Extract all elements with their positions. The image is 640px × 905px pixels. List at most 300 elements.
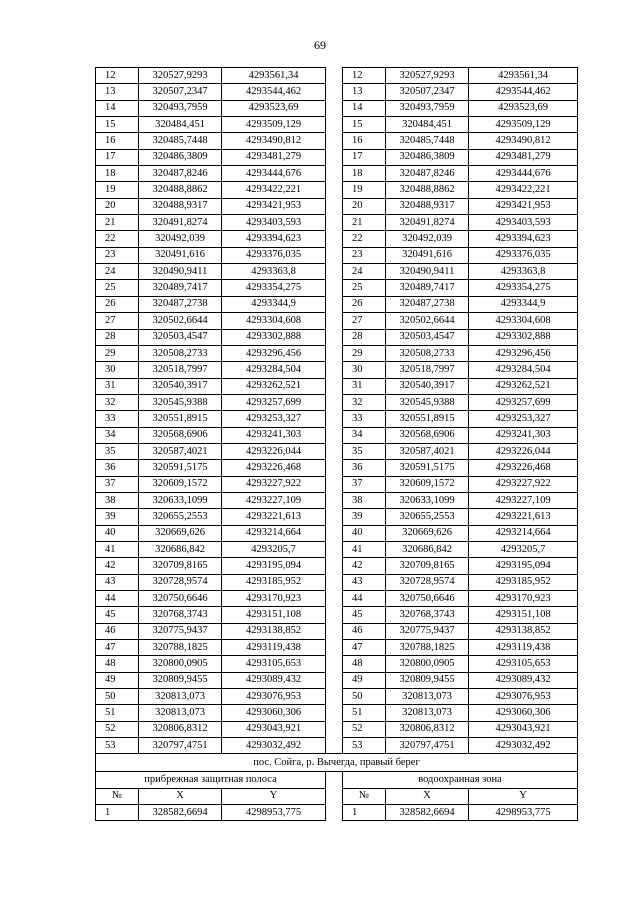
right-point-number: 30: [343, 362, 386, 378]
left-x-value: 320788,1825: [139, 640, 222, 656]
left-point-number: 18: [96, 166, 139, 182]
right-y-value: 4293151,108: [469, 607, 578, 623]
table-row: [96, 509, 578, 525]
right-point-number: 1: [343, 805, 386, 821]
left-y-value: 4293227,109: [222, 492, 326, 508]
right-x-value: 320686,842: [386, 541, 469, 557]
left-x-value: 320487,8246: [139, 166, 222, 182]
left-point-number: 29: [96, 345, 139, 361]
section-title: пос. Сойга, р. Вычегда, правый берег: [96, 754, 578, 772]
left-point-number: 47: [96, 640, 139, 656]
right-x-value: 320489,7417: [386, 280, 469, 296]
right-y-value: 4293561,34: [469, 68, 578, 84]
left-y-value: 4293481,279: [222, 149, 326, 165]
left-x-value: 320527,9293: [139, 68, 222, 84]
right-point-number: 24: [343, 264, 386, 280]
right-y-value: 4293363,8: [469, 264, 578, 280]
column-gap: [326, 182, 343, 198]
right-point-number: 44: [343, 591, 386, 607]
left-x-value: 328582,6694: [139, 805, 222, 821]
column-gap: [326, 788, 343, 804]
column-gap: [326, 427, 343, 443]
left-point-number: 25: [96, 280, 139, 296]
table-row: [96, 738, 578, 754]
right-point-number: 38: [343, 492, 386, 508]
table-row: [96, 640, 578, 656]
left-x-value: 320633,1099: [139, 492, 222, 508]
column-gap: [326, 100, 343, 116]
left-y-value: 4293032,492: [222, 738, 326, 754]
table-row: [96, 264, 578, 280]
column-gap: [326, 296, 343, 312]
left-point-number: 32: [96, 394, 139, 410]
left-y-value: 4293403,593: [222, 215, 326, 231]
column-gap: [326, 509, 343, 525]
left-point-number: 30: [96, 362, 139, 378]
right-y-value: 4293214,664: [469, 525, 578, 541]
right-y-value: 4293241,303: [469, 427, 578, 443]
table-row: [96, 231, 578, 247]
column-gap: [326, 362, 343, 378]
left-x-value: 320669,626: [139, 525, 222, 541]
right-x-value: 320502,6644: [386, 313, 469, 329]
right-y-value: 4293226,468: [469, 460, 578, 476]
table-row: [96, 345, 578, 361]
left-y-value: 4293221,613: [222, 509, 326, 525]
right-y-value: 4293257,699: [469, 394, 578, 410]
column-gap: [326, 640, 343, 656]
right-y-value: 4293195,094: [469, 558, 578, 574]
right-y-value: 4293422,221: [469, 182, 578, 198]
table-row: [96, 623, 578, 639]
column-gap: [326, 313, 343, 329]
right-point-number: 31: [343, 378, 386, 394]
right-point-number: 53: [343, 738, 386, 754]
right-x-value: 320800,0905: [386, 656, 469, 672]
left-x-value: 320775,9437: [139, 623, 222, 639]
left-x-value: 320518,7997: [139, 362, 222, 378]
right-x-value: 320709,8165: [386, 558, 469, 574]
right-col-x-header: X: [386, 788, 469, 804]
left-y-value: 4293226,044: [222, 443, 326, 459]
left-point-number: 33: [96, 411, 139, 427]
left-x-value: 320491,616: [139, 247, 222, 263]
left-x-value: 320545,9388: [139, 394, 222, 410]
right-y-value: 4293394,623: [469, 231, 578, 247]
right-y-value: 4293119,438: [469, 640, 578, 656]
right-x-value: 320750,6646: [386, 591, 469, 607]
left-point-number: 37: [96, 476, 139, 492]
right-point-number: 17: [343, 149, 386, 165]
right-point-number: 51: [343, 705, 386, 721]
left-point-number: 1: [96, 805, 139, 821]
column-gap: [326, 705, 343, 721]
table-body: [96, 68, 578, 754]
table-row: [96, 492, 578, 508]
left-point-number: 51: [96, 705, 139, 721]
column-gap: [326, 805, 343, 821]
left-col-x-header: X: [139, 788, 222, 804]
table-row: [96, 525, 578, 541]
right-y-value: 4293221,613: [469, 509, 578, 525]
right-y-value: 4293403,593: [469, 215, 578, 231]
right-y-value: 4298953,775: [469, 805, 578, 821]
table-row: [96, 672, 578, 688]
left-y-value: 4298953,775: [222, 805, 326, 821]
right-y-value: 4293262,521: [469, 378, 578, 394]
right-y-value: 4293302,888: [469, 329, 578, 345]
left-x-value: 320797,4751: [139, 738, 222, 754]
zone-header-row: [96, 772, 578, 788]
right-y-value: 4293089,432: [469, 672, 578, 688]
right-point-number: 14: [343, 100, 386, 116]
left-y-value: 4293490,812: [222, 133, 326, 149]
right-x-value: 320492,039: [386, 231, 469, 247]
right-point-number: 43: [343, 574, 386, 590]
left-point-number: 45: [96, 607, 139, 623]
table-row: [96, 476, 578, 492]
left-x-value: 320750,6646: [139, 591, 222, 607]
right-point-number: 42: [343, 558, 386, 574]
right-x-value: 320568,6906: [386, 427, 469, 443]
left-x-value: 320502,6644: [139, 313, 222, 329]
column-gap: [326, 525, 343, 541]
table-row: [96, 296, 578, 312]
column-gap: [326, 672, 343, 688]
table-row: [96, 427, 578, 443]
left-x-value: 320489,7417: [139, 280, 222, 296]
column-gap: [326, 215, 343, 231]
table-row: [96, 117, 578, 133]
right-y-value: 4293354,275: [469, 280, 578, 296]
table-row: [96, 541, 578, 557]
left-point-number: 15: [96, 117, 139, 133]
left-x-value: 320487,2738: [139, 296, 222, 312]
left-x-value: 320486,3809: [139, 149, 222, 165]
left-y-value: 4293394,623: [222, 231, 326, 247]
left-point-number: 43: [96, 574, 139, 590]
right-x-value: 320484,451: [386, 117, 469, 133]
right-y-value: 4293170,923: [469, 591, 578, 607]
right-point-number: 47: [343, 640, 386, 656]
left-y-value: 4293060,306: [222, 705, 326, 721]
table-row: [96, 215, 578, 231]
right-y-value: 4293421,953: [469, 198, 578, 214]
right-x-value: 320797,4751: [386, 738, 469, 754]
column-gap: [326, 721, 343, 737]
left-x-value: 320503,4547: [139, 329, 222, 345]
left-x-value: 320508,2733: [139, 345, 222, 361]
table-row: [96, 329, 578, 345]
column-gap: [326, 198, 343, 214]
right-x-value: 320655,2553: [386, 509, 469, 525]
table-row: [96, 182, 578, 198]
column-gap: [326, 623, 343, 639]
left-point-number: 42: [96, 558, 139, 574]
left-point-number: 16: [96, 133, 139, 149]
right-x-value: 320591,5175: [386, 460, 469, 476]
left-x-value: 320813,073: [139, 689, 222, 705]
left-y-value: 4293195,094: [222, 558, 326, 574]
table-row: [96, 100, 578, 116]
right-x-value: 320540,3917: [386, 378, 469, 394]
right-col-num-header: №: [343, 788, 386, 804]
left-point-number: 20: [96, 198, 139, 214]
right-x-value: 320813,073: [386, 705, 469, 721]
right-y-value: 4293444,676: [469, 166, 578, 182]
right-y-value: 4293226,044: [469, 443, 578, 459]
right-point-number: 15: [343, 117, 386, 133]
right-y-value: 4293185,952: [469, 574, 578, 590]
right-x-value: 320487,8246: [386, 166, 469, 182]
left-x-value: 320485,7448: [139, 133, 222, 149]
left-y-value: 4293354,275: [222, 280, 326, 296]
right-point-number: 12: [343, 68, 386, 84]
left-point-number: 12: [96, 68, 139, 84]
left-y-value: 4293509,129: [222, 117, 326, 133]
left-x-value: 320655,2553: [139, 509, 222, 525]
left-x-value: 320587,4021: [139, 443, 222, 459]
right-point-number: 34: [343, 427, 386, 443]
right-point-number: 36: [343, 460, 386, 476]
left-y-value: 4293241,303: [222, 427, 326, 443]
right-x-value: 320508,2733: [386, 345, 469, 361]
section-title-row: [96, 754, 578, 772]
right-y-value: 4293344,9: [469, 296, 578, 312]
right-y-value: 4293481,279: [469, 149, 578, 165]
table-row: [96, 84, 578, 100]
right-x-value: 328582,6694: [386, 805, 469, 821]
column-gap: [326, 247, 343, 263]
right-x-value: 320486,3809: [386, 149, 469, 165]
left-point-number: 53: [96, 738, 139, 754]
right-zone-title: водоохранная зона: [343, 772, 578, 788]
right-point-number: 35: [343, 443, 386, 459]
right-point-number: 49: [343, 672, 386, 688]
right-point-number: 22: [343, 231, 386, 247]
left-x-value: 320488,8862: [139, 182, 222, 198]
left-y-value: 4293043,921: [222, 721, 326, 737]
right-point-number: 21: [343, 215, 386, 231]
left-y-value: 4293296,456: [222, 345, 326, 361]
left-x-value: 320488,9317: [139, 198, 222, 214]
column-gap: [326, 476, 343, 492]
left-point-number: 41: [96, 541, 139, 557]
left-x-value: 320491,8274: [139, 215, 222, 231]
left-y-value: 4293076,953: [222, 689, 326, 705]
right-y-value: 4293105,653: [469, 656, 578, 672]
left-y-value: 4293422,221: [222, 182, 326, 198]
right-y-value: 4293253,327: [469, 411, 578, 427]
left-y-value: 4293344,9: [222, 296, 326, 312]
column-gap: [326, 68, 343, 84]
left-x-value: 320686,842: [139, 541, 222, 557]
left-y-value: 4293089,432: [222, 672, 326, 688]
right-x-value: 320669,626: [386, 525, 469, 541]
right-y-value: 4293032,492: [469, 738, 578, 754]
column-gap: [326, 772, 343, 788]
column-gap: [326, 656, 343, 672]
left-point-number: 26: [96, 296, 139, 312]
right-point-number: 13: [343, 84, 386, 100]
right-point-number: 50: [343, 689, 386, 705]
column-gap: [326, 541, 343, 557]
table-row: [96, 133, 578, 149]
left-x-value: 320728,9574: [139, 574, 222, 590]
right-y-value: 4293376,035: [469, 247, 578, 263]
column-gap: [326, 231, 343, 247]
right-point-number: 26: [343, 296, 386, 312]
left-y-value: 4293421,953: [222, 198, 326, 214]
table-row: [96, 362, 578, 378]
left-point-number: 21: [96, 215, 139, 231]
left-point-number: 17: [96, 149, 139, 165]
left-point-number: 19: [96, 182, 139, 198]
left-point-number: 38: [96, 492, 139, 508]
right-x-value: 320485,7448: [386, 133, 469, 149]
table-row: [96, 705, 578, 721]
right-point-number: 16: [343, 133, 386, 149]
left-x-value: 320809,9455: [139, 672, 222, 688]
column-gap: [326, 166, 343, 182]
column-header-row: [96, 788, 578, 804]
right-point-number: 28: [343, 329, 386, 345]
column-gap: [326, 574, 343, 590]
left-y-value: 4293226,468: [222, 460, 326, 476]
table-row: [96, 68, 578, 84]
right-x-value: 320768,3743: [386, 607, 469, 623]
left-x-value: 320493,7959: [139, 100, 222, 116]
left-x-value: 320490,9411: [139, 264, 222, 280]
left-point-number: 39: [96, 509, 139, 525]
right-point-number: 25: [343, 280, 386, 296]
table-row: [96, 149, 578, 165]
right-x-value: 320587,4021: [386, 443, 469, 459]
left-x-value: 320709,8165: [139, 558, 222, 574]
left-y-value: 4293363,8: [222, 264, 326, 280]
column-gap: [326, 378, 343, 394]
left-y-value: 4293205,7: [222, 541, 326, 557]
column-gap: [326, 394, 343, 410]
left-x-value: 320768,3743: [139, 607, 222, 623]
right-x-value: 320487,2738: [386, 296, 469, 312]
left-point-number: 36: [96, 460, 139, 476]
left-point-number: 40: [96, 525, 139, 541]
table-row: [96, 411, 578, 427]
table-row: [96, 558, 578, 574]
left-point-number: 35: [96, 443, 139, 459]
right-x-value: 320488,8862: [386, 182, 469, 198]
right-x-value: 320518,7997: [386, 362, 469, 378]
table-row: [96, 378, 578, 394]
left-x-value: 320813,073: [139, 705, 222, 721]
right-point-number: 27: [343, 313, 386, 329]
right-x-value: 320503,4547: [386, 329, 469, 345]
right-point-number: 37: [343, 476, 386, 492]
column-gap: [326, 738, 343, 754]
right-y-value: 4293227,922: [469, 476, 578, 492]
right-x-value: 320809,9455: [386, 672, 469, 688]
column-gap: [326, 558, 343, 574]
left-point-number: 34: [96, 427, 139, 443]
column-gap: [326, 264, 343, 280]
column-gap: [326, 411, 343, 427]
table-row: [96, 591, 578, 607]
right-point-number: 23: [343, 247, 386, 263]
right-x-value: 320493,7959: [386, 100, 469, 116]
right-y-value: 4293304,608: [469, 313, 578, 329]
left-point-number: 14: [96, 100, 139, 116]
left-x-value: 320551,8915: [139, 411, 222, 427]
right-y-value: 4293043,921: [469, 721, 578, 737]
right-col-y-header: Y: [469, 788, 578, 804]
left-point-number: 23: [96, 247, 139, 263]
right-x-value: 320490,9411: [386, 264, 469, 280]
right-y-value: 4293227,109: [469, 492, 578, 508]
right-point-number: 20: [343, 198, 386, 214]
table-row: [96, 574, 578, 590]
left-y-value: 4293253,327: [222, 411, 326, 427]
table-row: [96, 247, 578, 263]
left-x-value: 320806,8312: [139, 721, 222, 737]
left-point-number: 13: [96, 84, 139, 100]
right-y-value: 4293523,69: [469, 100, 578, 116]
left-point-number: 31: [96, 378, 139, 394]
page-number: 69: [314, 38, 326, 52]
left-y-value: 4293284,504: [222, 362, 326, 378]
table-row: [96, 394, 578, 410]
table-row: [96, 313, 578, 329]
right-y-value: 4293076,953: [469, 689, 578, 705]
right-y-value: 4293205,7: [469, 541, 578, 557]
left-point-number: 46: [96, 623, 139, 639]
left-y-value: 4293561,34: [222, 68, 326, 84]
left-point-number: 48: [96, 656, 139, 672]
left-y-value: 4293257,699: [222, 394, 326, 410]
left-point-number: 50: [96, 689, 139, 705]
left-y-value: 4293302,888: [222, 329, 326, 345]
column-gap: [326, 443, 343, 459]
left-point-number: 27: [96, 313, 139, 329]
table-row: [96, 805, 578, 821]
left-y-value: 4293376,035: [222, 247, 326, 263]
right-x-value: 320813,073: [386, 689, 469, 705]
right-point-number: 48: [343, 656, 386, 672]
left-y-value: 4293105,653: [222, 656, 326, 672]
right-point-number: 39: [343, 509, 386, 525]
section-body: [96, 754, 578, 821]
right-x-value: 320788,1825: [386, 640, 469, 656]
left-x-value: 320507,2347: [139, 84, 222, 100]
table-row: [96, 721, 578, 737]
column-gap: [326, 149, 343, 165]
table-row: [96, 460, 578, 476]
table-row: [96, 607, 578, 623]
right-point-number: 19: [343, 182, 386, 198]
right-point-number: 40: [343, 525, 386, 541]
left-x-value: 320492,039: [139, 231, 222, 247]
left-y-value: 4293227,922: [222, 476, 326, 492]
right-point-number: 52: [343, 721, 386, 737]
left-y-value: 4293185,952: [222, 574, 326, 590]
right-x-value: 320491,616: [386, 247, 469, 263]
right-point-number: 32: [343, 394, 386, 410]
right-x-value: 320728,9574: [386, 574, 469, 590]
right-point-number: 45: [343, 607, 386, 623]
right-x-value: 320491,8274: [386, 215, 469, 231]
right-y-value: 4293509,129: [469, 117, 578, 133]
column-gap: [326, 492, 343, 508]
